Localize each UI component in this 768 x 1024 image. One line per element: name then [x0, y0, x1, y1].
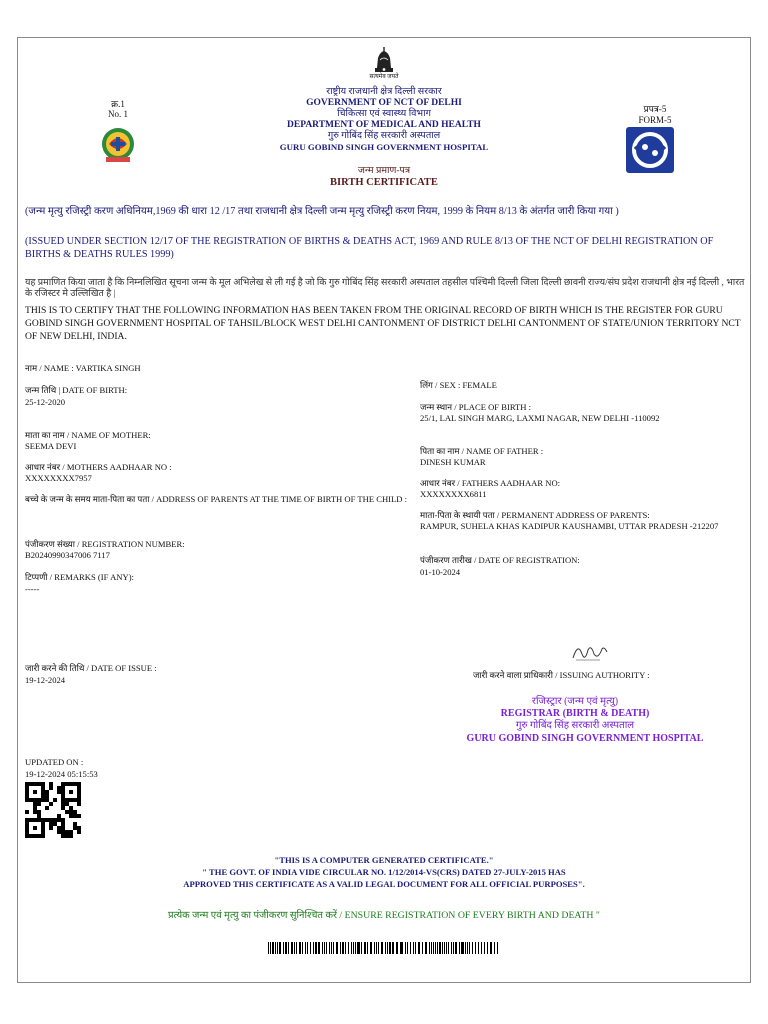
barcode-bar — [401, 942, 403, 954]
barcode-bar — [442, 942, 443, 954]
barcode-bar — [400, 942, 401, 954]
barcode-bar — [370, 942, 372, 954]
barcode-bar — [275, 942, 277, 954]
mother-aadhaar-label: आधार नंबर / MOTHERS AADHAAR NO : — [25, 462, 172, 472]
barcode-bar — [374, 942, 375, 954]
barcode-bar — [396, 942, 398, 954]
barcode-bar — [462, 942, 464, 954]
certificate-title: BIRTH CERTIFICATE — [330, 177, 438, 188]
barcode-bar — [307, 942, 308, 954]
barcode-bar — [358, 942, 360, 954]
barcode-bar — [329, 942, 330, 954]
permanent-address-label: माता-पिता के स्थायी पता / PERMANENT ADDRESS OF PARENTS: — [420, 510, 650, 520]
barcode-bar — [357, 942, 358, 954]
barcode-bar — [475, 942, 477, 954]
barcode-bar — [272, 942, 274, 954]
barcode-bar — [439, 942, 440, 954]
barcode-bar — [381, 942, 383, 954]
barcode-bar — [277, 942, 278, 954]
barcode-bar — [453, 942, 454, 954]
barcode-bar — [410, 942, 411, 954]
barcode-bar — [345, 942, 346, 954]
mother-name-label: माता का नाम / NAME OF MOTHER: — [25, 430, 151, 440]
certify-text: THIS IS TO CERTIFY THAT THE FOLLOWING INFORMATION HAS BEEN TAKEN FROM THE ORIGINAL RECORD OF BIRTH WHICH IS THE REGISTER FOR GURU GOBIND SINGH GOVERNMENT HOSPITAL OF TAHSIL/BLOCK WEST DELHI CANTONMENT OF DISTRICT DELHI CANTONMENT OF STATE/UNION TERRITORY NCT OF NEW DELHI, INDIA. — [25, 305, 741, 342]
barcode-bar — [316, 942, 317, 954]
registration-date-value: 01-10-2024 — [420, 567, 461, 577]
barcode-bar — [478, 942, 479, 954]
barcode-bar — [385, 942, 386, 954]
barcode-bar — [433, 942, 434, 954]
barcode-bar — [484, 942, 486, 954]
barcode-bar — [459, 942, 460, 954]
barcode-bar — [448, 942, 449, 954]
registration-date-label: पंजीकरण तारीख / DATE OF REGISTRATION: — [420, 555, 580, 565]
barcode-bar — [305, 942, 306, 954]
place-of-birth-value: 25/1, LAL SINGH MARG, LAXMI NAGAR, NEW DELHI -110092 — [420, 413, 660, 423]
barcode-bar — [296, 942, 298, 954]
barcode-bar — [481, 942, 482, 954]
barcode-bar — [268, 942, 269, 954]
registrar-title: REGISTRAR (BIRTH & DEATH) — [500, 708, 650, 719]
barcode-bar — [270, 942, 272, 954]
registrar-hospital: GURU GOBIND SINGH GOVERNMENT HOSPITAL — [466, 733, 704, 744]
barcode-bar — [435, 942, 436, 954]
barcode-bar — [364, 942, 366, 954]
barcode-bar — [279, 942, 281, 954]
barcode-bar — [322, 942, 323, 954]
barcode-bar — [425, 942, 427, 954]
barcode-bar — [324, 942, 325, 954]
crs-logo-icon — [626, 127, 674, 173]
barcode-bar — [361, 942, 363, 954]
barcode-bar — [437, 942, 438, 954]
barcode-bar — [376, 942, 377, 954]
barcode-bar — [389, 942, 391, 954]
barcode-bar — [407, 942, 408, 954]
father-aadhaar-value: XXXXXXXX6811 — [420, 489, 487, 499]
remarks-value: ----- — [25, 584, 40, 594]
barcode-bar — [348, 942, 350, 954]
mother-aadhaar-value: XXXXXXXX7957 — [25, 473, 92, 483]
issue-date-label: जारी करने की तिथि / DATE OF ISSUE : — [25, 663, 157, 673]
ensure-registration-hindi: प्रत्येक जन्म एवं मृत्यु का पंजीकरण सुनिश्चित करें — [168, 910, 337, 921]
barcode-bar — [494, 942, 496, 954]
hospital-name-hindi: गुरु गोबिंद सिंह सरकारी अस्पताल — [327, 131, 441, 141]
barcode-bar — [431, 942, 432, 954]
form-number: FORM-5 — [638, 115, 672, 125]
barcode-bar — [353, 942, 354, 954]
barcode-bar — [472, 942, 473, 954]
department-name: DEPARTMENT OF MEDICAL AND HEALTH — [287, 120, 481, 130]
barcode-bar — [378, 942, 379, 954]
computer-generated-note: "THIS IS A COMPUTER GENERATED CERTIFICATE." — [274, 855, 494, 865]
permanent-address-value: RAMPUR, SUHELA KHAS KADIPUR KAUSHAMBI, UTTAR PRADESH -212207 — [420, 521, 719, 531]
barcode-bar — [340, 942, 341, 954]
form-number-hindi: प्रपत्र-5 — [643, 104, 667, 114]
barcode-bar — [444, 942, 446, 954]
barcode-bar — [455, 942, 457, 954]
barcode-bar — [294, 942, 295, 954]
birth-address-label: बच्चे के जन्म के समय माता-पिता का पता / ADDRESS OF PARENTS AT THE TIME OF BIRTH OF THE CHILD : — [25, 494, 408, 504]
barcode-bar — [405, 942, 407, 954]
hospital-name: GURU GOBIND SINGH GOVERNMENT HOSPITAL — [279, 142, 489, 152]
registrar-hospital-hindi: गुरु गोबिंद सिंह सरकारी अस्पताल — [515, 720, 635, 731]
government-name: GOVERNMENT OF NCT OF DELHI — [306, 98, 462, 108]
barcode-bar — [283, 942, 284, 954]
barcode-bar — [415, 942, 417, 954]
registration-number-value: B20240990347006 7117 — [25, 550, 110, 560]
barcode-bar — [302, 942, 303, 954]
barcode-bar — [467, 942, 469, 954]
barcode-bar — [285, 942, 287, 954]
barcode-bar — [387, 942, 389, 954]
barcode-bar — [351, 942, 352, 954]
barcode-bar — [440, 942, 441, 954]
mother-name-value: SEEMA DEVI — [25, 441, 77, 451]
certify-text-hindi: यह प्रमाणित किया जाता है कि निम्नलिखित सूचना जन्म के मूल अभिलेख से ली गई है जो कि गुरु गोबिंद सिंह सरकारी अस्पताल तहसील पश्चिमी दिल्ली जिला दिल्ली छावनी राज्य/संघ प्रदेश राजधानी क्षेत्र नई दिल्ली , भारत के रजिस्टर मे उल्लिखित है | — [25, 278, 745, 300]
father-name-value: DINESH KUMAR — [420, 457, 486, 467]
barcode-bar — [461, 942, 462, 954]
qr-module — [77, 834, 81, 838]
barcode-bar — [355, 942, 356, 954]
hospital-logo-icon — [100, 126, 136, 164]
issued-under-text: (ISSUED UNDER SECTION 12/17 OF THE REGISTRATION OF BIRTHS & DEATHS ACT, 1969 AND RULE 8/13 OF THE NCT OF DELHI REGISTRATION OF BIRTHS & DEATHS RULES 1999) — [25, 236, 714, 261]
serial-number-hindi: क्र.1 — [111, 99, 125, 109]
father-aadhaar-label: आधार नंबर / FATHERS AADHAAR NO: — [420, 478, 561, 488]
barcode-bar — [310, 942, 311, 954]
barcode-bar — [497, 942, 498, 954]
barcode-bar — [326, 942, 327, 954]
department-name-hindi: चिकित्सा एवं स्वास्थ्य विभाग — [337, 109, 431, 119]
updated-on-value: 19-12-2024 05:15:53 — [25, 769, 98, 779]
barcode-bar — [490, 942, 492, 954]
barcode-bar — [393, 942, 394, 954]
ensure-registration-note — [60, 910, 708, 922]
barcode-bar — [429, 942, 431, 954]
child-name: नाम / NAME : VARTIKA SINGH — [25, 363, 141, 373]
barcode-bar — [331, 942, 333, 954]
registrar-signature — [570, 640, 610, 664]
sex: लिंग / SEX : FEMALE — [420, 380, 497, 390]
barcode-bar — [333, 942, 334, 954]
remarks-label: टिप्पणी / REMARKS (IF ANY): — [25, 572, 134, 582]
registration-number-label: पंजीकरण संख्या / REGISTRATION NUMBER: — [25, 539, 185, 549]
barcode-bar — [418, 942, 420, 954]
barcode-bar — [465, 942, 466, 954]
legal-validity-note: APPROVED THIS CERTIFICATE AS A VALID LEGAL DOCUMENT FOR ALL OFFICIAL PURPOSES". — [183, 879, 585, 889]
emblem-motto: सत्यमेव जयते — [369, 74, 399, 80]
ensure-registration-text: / ENSURE REGISTRATION OF EVERY BIRTH AND DEATH " — [336, 910, 600, 921]
issuing-authority-label: जारी करने वाला प्राधिकारी / ISSUING AUTHORITY : — [473, 670, 650, 680]
issue-date-value: 19-12-2024 — [25, 675, 66, 685]
barcode-bar — [299, 942, 301, 954]
barcode-bar — [313, 942, 314, 954]
serial-number: No. 1 — [108, 109, 128, 119]
barcode — [268, 942, 500, 954]
qr-code — [25, 782, 81, 838]
updated-on-label: UPDATED ON : — [25, 757, 84, 767]
issued-under-hindi: (जन्म मृत्यु रजिस्ट्री करण अधिनियम,1969 की धारा 12 /17 तथा राजधानी क्षेत्र दिल्ली जन्म मृत्यु रजिस्ट्री करण नियम, 1999 के नियम 8/13 के अंतर्गत जारी किया गया ) — [25, 206, 619, 217]
barcode-bar — [342, 942, 344, 954]
barcode-bar — [367, 942, 369, 954]
barcode-bar — [487, 942, 488, 954]
dob-value: 25-12-2020 — [25, 397, 66, 407]
barcode-bar — [469, 942, 470, 954]
registrar-title-hindi: रजिस्ट्रार (जन्म एवं मृत्यु) — [531, 696, 619, 707]
certificate-title-hindi: जन्म प्रमाण-पत्र — [357, 166, 411, 176]
place-of-birth-label: जन्म स्थान / PLACE OF BIRTH : — [420, 402, 532, 412]
barcode-bar — [288, 942, 290, 954]
father-name-label: पिता का नाम / NAME OF FATHER : — [420, 446, 544, 456]
barcode-bar — [422, 942, 424, 954]
barcode-bar — [446, 942, 447, 954]
barcode-bar — [291, 942, 293, 954]
barcode-bar — [315, 942, 316, 954]
govt-circular-note: " THE GOVT. OF INDIA VIDE CIRCULAR NO. 1/12/2014-VS(CRS) DATED 27-JULY-2015 HAS — [202, 867, 566, 877]
barcode-bar — [392, 942, 393, 954]
barcode-bar — [413, 942, 414, 954]
barcode-bar — [318, 942, 320, 954]
barcode-bar — [336, 942, 338, 954]
barcode-bar — [451, 942, 452, 954]
dob-label: जन्म तिथि | DATE OF BIRTH: — [25, 385, 128, 395]
government-name-hindi: राष्ट्रीय राजधानी क्षेत्र दिल्ली सरकार — [326, 87, 442, 97]
